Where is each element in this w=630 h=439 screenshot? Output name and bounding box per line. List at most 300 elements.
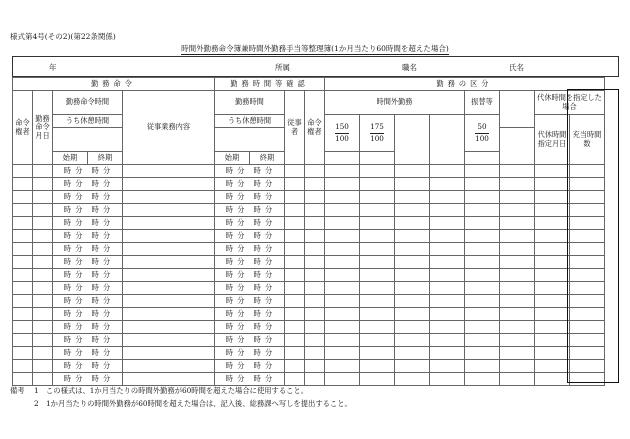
section-category: 勤務の区分 (325, 78, 605, 91)
blank-cell[interactable] (500, 204, 535, 217)
duty-cell[interactable] (123, 204, 215, 217)
ot-3-cell[interactable] (395, 269, 430, 282)
duty-cell[interactable] (123, 334, 215, 347)
worker-cell[interactable] (285, 334, 305, 347)
notes-label: 備考 (10, 386, 25, 395)
duty-cell[interactable] (123, 321, 215, 334)
confirm-authority-cell[interactable] (305, 282, 325, 295)
ot-175-cell[interactable] (360, 178, 395, 191)
work-time-cell[interactable]: 時 分 時 分 (215, 256, 285, 269)
ot-150-cell[interactable] (325, 204, 360, 217)
worker-cell[interactable] (285, 256, 305, 269)
daikyu-date-cell[interactable] (535, 191, 570, 204)
furikae-cell[interactable] (465, 295, 500, 308)
allocation-cell[interactable] (570, 373, 605, 386)
duty-cell[interactable] (123, 347, 215, 360)
duty-cell[interactable] (123, 256, 215, 269)
duty-cell[interactable] (123, 308, 215, 321)
work-time-cell[interactable]: 時 分 時 分 (215, 282, 285, 295)
blank-cell[interactable] (500, 230, 535, 243)
ot-3-cell[interactable] (395, 321, 430, 334)
blank-cell[interactable] (500, 282, 535, 295)
ot-4-cell[interactable] (430, 269, 465, 282)
furikae-cell[interactable] (465, 373, 500, 386)
work-time-cell[interactable]: 時 分 時 分 (215, 178, 285, 191)
furikae-cell[interactable] (465, 217, 500, 230)
blank-cell[interactable] (500, 373, 535, 386)
order-date-cell[interactable] (33, 191, 53, 204)
table-row (13, 243, 605, 256)
confirm-authority-cell[interactable] (305, 165, 325, 178)
overtime-table (12, 77, 605, 386)
order-time-cell[interactable]: 時 分 時 分 (53, 282, 123, 295)
furikae-cell[interactable] (465, 269, 500, 282)
duty-cell[interactable] (123, 178, 215, 191)
blank-cell[interactable] (500, 321, 535, 334)
order-time-cell[interactable]: 時 分 時 分 (53, 321, 123, 334)
worker-cell[interactable] (285, 191, 305, 204)
ot-175-cell[interactable] (360, 282, 395, 295)
allocation-cell[interactable] (570, 282, 605, 295)
furikae-cell[interactable] (465, 178, 500, 191)
ot-4-cell[interactable] (430, 191, 465, 204)
ot-3-cell[interactable] (395, 178, 430, 191)
work-time-cell[interactable]: 時 分 時 分 (215, 230, 285, 243)
ot-4-cell[interactable] (430, 295, 465, 308)
ot-150-cell[interactable] (325, 282, 360, 295)
confirm-authority-cell[interactable] (305, 360, 325, 373)
ot-175-cell[interactable] (360, 295, 395, 308)
allocation-cell[interactable] (570, 243, 605, 256)
order-time-cell[interactable]: 時 分 時 分 (53, 204, 123, 217)
duty-cell[interactable] (123, 269, 215, 282)
ot-4-cell[interactable] (430, 334, 465, 347)
furikae-cell[interactable] (465, 308, 500, 321)
order-authority-cell[interactable] (13, 269, 33, 282)
blank-cell[interactable] (500, 165, 535, 178)
ot-150-cell[interactable] (325, 178, 360, 191)
ot-3-cell[interactable] (395, 243, 430, 256)
ot-175-cell[interactable] (360, 243, 395, 256)
ot-3-cell[interactable] (395, 256, 430, 269)
order-date-cell[interactable] (33, 295, 53, 308)
rate-150-den: 100 (335, 133, 349, 143)
blank-cell[interactable] (500, 243, 535, 256)
order-authority-cell[interactable] (13, 282, 33, 295)
furikae-cell[interactable] (465, 204, 500, 217)
table-row (13, 217, 605, 230)
daikyu-date-cell[interactable] (535, 217, 570, 230)
daikyu-header: 代休時間を指定した場合 (535, 91, 605, 115)
allocation-cell[interactable] (570, 321, 605, 334)
blank-header (500, 91, 535, 128)
note-1-text: この様式は、1か月当たりの時間外勤務が60時間を超えた場合に使用すること。 (46, 386, 309, 395)
daikyu-date-cell[interactable] (535, 243, 570, 256)
daikyu-date-cell[interactable] (535, 295, 570, 308)
order-authority-cell[interactable] (13, 360, 33, 373)
order-authority-cell[interactable] (13, 178, 33, 191)
confirm-authority-cell[interactable] (305, 334, 325, 347)
ot-150-cell[interactable] (325, 321, 360, 334)
ot-175-cell[interactable] (360, 347, 395, 360)
daikyu-date-cell[interactable] (535, 269, 570, 282)
duty-cell[interactable] (123, 165, 215, 178)
ot-4-cell[interactable] (430, 243, 465, 256)
allocation-cell[interactable] (570, 191, 605, 204)
confirm-authority-cell[interactable] (305, 204, 325, 217)
daikyu-date-cell[interactable] (535, 308, 570, 321)
ot-3-cell[interactable] (395, 204, 430, 217)
order-time-cell[interactable]: 時 分 時 分 (53, 373, 123, 386)
daikyu-date-cell[interactable] (535, 204, 570, 217)
confirm-authority-cell[interactable] (305, 230, 325, 243)
confirm-authority-cell[interactable] (305, 347, 325, 360)
ot-3-cell[interactable] (395, 360, 430, 373)
confirm-authority-cell[interactable] (305, 321, 325, 334)
work-time-cell[interactable]: 時 分 時 分 (215, 373, 285, 386)
order-authority-cell[interactable] (13, 308, 33, 321)
rate-50-num: 50 (475, 123, 489, 134)
rate-175 (360, 115, 395, 152)
allocation-cell[interactable] (570, 165, 605, 178)
daikyu-date-header: 代休時間指定月日 (535, 115, 570, 165)
blank-cell[interactable] (500, 347, 535, 360)
work-time-cell[interactable]: 時 分 時 分 (215, 347, 285, 360)
ot-150-cell[interactable] (325, 165, 360, 178)
table-row (13, 269, 605, 282)
confirm-authority-cell[interactable] (305, 217, 325, 230)
worker-cell[interactable] (285, 360, 305, 373)
allocation-hours-header: 充当時間数 (570, 115, 605, 165)
confirm-authority-cell[interactable] (305, 243, 325, 256)
overtime-header: 時間外勤務 (325, 91, 465, 115)
table-row (13, 334, 605, 347)
daikyu-date-cell[interactable] (535, 256, 570, 269)
furikae-cell[interactable] (465, 282, 500, 295)
worker-cell[interactable] (285, 295, 305, 308)
duty-cell[interactable] (123, 243, 215, 256)
confirm-authority-cell[interactable] (305, 308, 325, 321)
ot-3-cell[interactable] (395, 217, 430, 230)
work-time-cell[interactable]: 時 分 時 分 (215, 308, 285, 321)
order-time-cell[interactable]: 時 分 時 分 (53, 178, 123, 191)
ot-4-cell[interactable] (430, 373, 465, 386)
table-row (13, 295, 605, 308)
order-authority-cell[interactable] (13, 243, 33, 256)
ot-3-cell[interactable] (395, 334, 430, 347)
daikyu-date-cell[interactable] (535, 321, 570, 334)
blank-cell[interactable] (500, 191, 535, 204)
ot-150-cell[interactable] (325, 230, 360, 243)
allocation-cell[interactable] (570, 204, 605, 217)
table-row (13, 178, 605, 191)
order-time-cell[interactable]: 時 分 時 分 (53, 243, 123, 256)
ot-175-cell[interactable] (360, 256, 395, 269)
order-date-cell[interactable] (33, 243, 53, 256)
ot-175-cell[interactable] (360, 373, 395, 386)
ot-150-cell[interactable] (325, 360, 360, 373)
table-row (13, 191, 605, 204)
ot-3-cell[interactable] (395, 373, 430, 386)
ot-3-cell[interactable] (395, 347, 430, 360)
note-1-num: 1 (34, 386, 39, 395)
confirm-authority-cell[interactable] (305, 178, 325, 191)
rate-50-den: 100 (475, 133, 489, 143)
ot-4-cell[interactable] (430, 204, 465, 217)
duty-cell[interactable] (123, 191, 215, 204)
ot-175-cell[interactable] (360, 230, 395, 243)
order-authority-cell[interactable] (13, 321, 33, 334)
ot-3-cell[interactable] (395, 230, 430, 243)
furikae-cell[interactable] (465, 191, 500, 204)
order-authority-cell[interactable] (13, 230, 33, 243)
ot-150-cell[interactable] (325, 308, 360, 321)
order-time-cell[interactable]: 時 分 時 分 (53, 256, 123, 269)
blank-cell[interactable] (500, 295, 535, 308)
year-label: 年 (49, 63, 57, 72)
allocation-cell[interactable] (570, 256, 605, 269)
order-date-cell[interactable] (33, 256, 53, 269)
work-time-cell[interactable]: 時 分 時 分 (215, 165, 285, 178)
allocation-cell[interactable] (570, 360, 605, 373)
order-time-cell[interactable]: 時 分 時 分 (53, 334, 123, 347)
order-end-header: 終期 (88, 152, 123, 165)
work-time-blank (215, 128, 285, 152)
duty-cell[interactable] (123, 360, 215, 373)
work-time-cell[interactable]: 時 分 時 分 (215, 191, 285, 204)
duty-cell[interactable] (123, 282, 215, 295)
table-row (13, 308, 605, 321)
worker-cell[interactable] (285, 165, 305, 178)
ot-4-cell[interactable] (430, 217, 465, 230)
table-body (13, 165, 605, 386)
rate-150-num: 150 (335, 123, 349, 134)
ot-4-cell[interactable] (430, 282, 465, 295)
furikae-cell[interactable] (465, 243, 500, 256)
furikae-sub (465, 152, 500, 165)
allocation-cell[interactable] (570, 334, 605, 347)
ot-3-cell[interactable] (395, 308, 430, 321)
order-date-cell[interactable] (33, 204, 53, 217)
order-authority-cell[interactable] (13, 295, 33, 308)
order-authority-cell[interactable] (13, 256, 33, 269)
note-2-num: 2 (34, 399, 39, 408)
daikyu-date-cell[interactable] (535, 347, 570, 360)
daikyu-date-cell[interactable] (535, 360, 570, 373)
ot-3-cell[interactable] (395, 191, 430, 204)
ot-4-cell[interactable] (430, 256, 465, 269)
furikae-cell[interactable] (465, 165, 500, 178)
allocation-cell[interactable] (570, 217, 605, 230)
table-row (13, 347, 605, 360)
ot-4-cell[interactable] (430, 178, 465, 191)
order-authority-cell[interactable] (13, 347, 33, 360)
allocation-cell[interactable] (570, 230, 605, 243)
ot-150-cell[interactable] (325, 191, 360, 204)
work-time-cell[interactable]: 時 分 時 分 (215, 204, 285, 217)
order-authority-header: 命令権者 (13, 91, 33, 165)
furikae-header: 振替等 (465, 91, 500, 115)
order-authority-cell[interactable] (13, 191, 33, 204)
name-label: 氏名 (509, 63, 524, 72)
daikyu-date-cell[interactable] (535, 230, 570, 243)
ot-175-cell[interactable] (360, 191, 395, 204)
order-time-cell[interactable]: 時 分 時 分 (53, 295, 123, 308)
ot-3-cell[interactable] (395, 282, 430, 295)
ot-175-cell[interactable] (360, 321, 395, 334)
ot-175-cell[interactable] (360, 360, 395, 373)
daikyu-date-cell[interactable] (535, 334, 570, 347)
order-date-cell[interactable] (33, 178, 53, 191)
blank-cell[interactable] (500, 360, 535, 373)
order-time-cell[interactable]: 時 分 時 分 (53, 165, 123, 178)
work-time-cell[interactable]: 時 分 時 分 (215, 321, 285, 334)
ot-4-cell[interactable] (430, 230, 465, 243)
ot-4-cell[interactable] (430, 308, 465, 321)
duty-cell[interactable] (123, 295, 215, 308)
ot-4-cell[interactable] (430, 347, 465, 360)
work-time-cell[interactable]: 時 分 時 分 (215, 360, 285, 373)
rate-175-num: 175 (370, 123, 384, 134)
duty-header: 従事業務内容 (123, 91, 215, 165)
blank-cell[interactable] (500, 308, 535, 321)
order-date-cell[interactable] (33, 321, 53, 334)
order-time-cell[interactable]: 時 分 時 分 (53, 347, 123, 360)
ot-150-cell[interactable] (325, 295, 360, 308)
worker-cell[interactable] (285, 308, 305, 321)
order-time-cell[interactable]: 時 分 時 分 (53, 191, 123, 204)
ot-150-cell[interactable] (325, 217, 360, 230)
work-time-cell[interactable]: 時 分 時 分 (215, 295, 285, 308)
order-date-cell[interactable] (33, 230, 53, 243)
confirm-authority-cell[interactable] (305, 191, 325, 204)
ot-4-cell[interactable] (430, 165, 465, 178)
furikae-cell[interactable] (465, 360, 500, 373)
ot-150-cell[interactable] (325, 269, 360, 282)
order-time-cell[interactable]: 時 分 時 分 (53, 269, 123, 282)
ot-175-cell[interactable] (360, 204, 395, 217)
worker-cell[interactable] (285, 347, 305, 360)
ot-175-cell[interactable] (360, 165, 395, 178)
notes (10, 384, 352, 410)
worker-cell[interactable] (285, 204, 305, 217)
order-date-cell[interactable] (33, 360, 53, 373)
ot-150-cell[interactable] (325, 347, 360, 360)
order-authority-cell[interactable] (13, 204, 33, 217)
order-date-cell[interactable] (33, 334, 53, 347)
ot-150-cell[interactable] (325, 256, 360, 269)
order-time-cell[interactable]: 時 分 時 分 (53, 360, 123, 373)
ot-4-cell[interactable] (430, 360, 465, 373)
confirm-authority-cell[interactable] (305, 295, 325, 308)
order-date-cell[interactable] (33, 217, 53, 230)
worker-cell[interactable] (285, 230, 305, 243)
worker-cell[interactable] (285, 321, 305, 334)
note-1 (10, 384, 352, 397)
order-time-cell[interactable]: 時 分 時 分 (53, 217, 123, 230)
order-time-cell[interactable]: 時 分 時 分 (53, 230, 123, 243)
daikyu-date-cell[interactable] (535, 373, 570, 386)
note-2 (10, 397, 352, 410)
confirm-authority-cell[interactable] (305, 256, 325, 269)
duty-cell[interactable] (123, 217, 215, 230)
blank-cell[interactable] (500, 217, 535, 230)
work-time-cell[interactable]: 時 分 時 分 (215, 217, 285, 230)
ot-3-cell[interactable] (395, 295, 430, 308)
allocation-cell[interactable] (570, 347, 605, 360)
blank-header-2 (500, 128, 535, 165)
order-start-header: 始期 (53, 152, 88, 165)
worker-cell[interactable] (285, 178, 305, 191)
order-date-cell[interactable] (33, 308, 53, 321)
daikyu-date-cell[interactable] (535, 282, 570, 295)
work-time-cell[interactable]: 時 分 時 分 (215, 334, 285, 347)
worker-cell[interactable] (285, 282, 305, 295)
ot-175-cell[interactable] (360, 308, 395, 321)
confirm-authority-cell[interactable] (305, 269, 325, 282)
position-label: 職名 (402, 63, 417, 72)
ot-175-cell[interactable] (360, 269, 395, 282)
furikae-cell[interactable] (465, 230, 500, 243)
order-authority-cell[interactable] (13, 334, 33, 347)
order-authority-cell[interactable] (13, 165, 33, 178)
ot-sub-1 (325, 152, 360, 165)
order-date-cell[interactable] (33, 282, 53, 295)
overtime-blank-1 (395, 115, 430, 165)
order-date-cell[interactable] (33, 347, 53, 360)
allocation-cell[interactable] (570, 269, 605, 282)
order-time-header: 勤務命令時間 (53, 91, 123, 115)
confirm-authority-header: 命令権者 (305, 91, 325, 165)
duty-cell[interactable] (123, 230, 215, 243)
allocation-cell[interactable] (570, 308, 605, 321)
furikae-cell[interactable] (465, 321, 500, 334)
allocation-cell[interactable] (570, 295, 605, 308)
blank-cell[interactable] (500, 269, 535, 282)
furikae-cell[interactable] (465, 334, 500, 347)
order-authority-cell[interactable] (13, 217, 33, 230)
work-start-header: 始期 (215, 152, 250, 165)
order-time-cell[interactable]: 時 分 時 分 (53, 308, 123, 321)
ot-150-cell[interactable] (325, 243, 360, 256)
table-row (13, 204, 605, 217)
header-row (12, 56, 619, 77)
order-date-cell[interactable] (33, 269, 53, 282)
order-date-cell[interactable] (33, 165, 53, 178)
daikyu-date-cell[interactable] (535, 178, 570, 191)
furikae-cell[interactable] (465, 256, 500, 269)
blank-cell[interactable] (500, 334, 535, 347)
ot-175-cell[interactable] (360, 217, 395, 230)
worker-cell[interactable] (285, 217, 305, 230)
daikyu-date-cell[interactable] (535, 165, 570, 178)
work-time-header: 勤務時間 (215, 91, 285, 115)
ot-150-cell[interactable] (325, 334, 360, 347)
ot-175-cell[interactable] (360, 334, 395, 347)
blank-cell[interactable] (500, 178, 535, 191)
worker-cell[interactable] (285, 269, 305, 282)
allocation-cell[interactable] (570, 178, 605, 191)
order-date-header: 勤務命令月日 (33, 91, 53, 165)
ot-3-cell[interactable] (395, 165, 430, 178)
work-time-cell[interactable]: 時 分 時 分 (215, 269, 285, 282)
worker-cell[interactable] (285, 243, 305, 256)
furikae-cell[interactable] (465, 347, 500, 360)
work-time-cell[interactable]: 時 分 時 分 (215, 243, 285, 256)
ot-4-cell[interactable] (430, 321, 465, 334)
table-row (13, 230, 605, 243)
blank-cell[interactable] (500, 256, 535, 269)
